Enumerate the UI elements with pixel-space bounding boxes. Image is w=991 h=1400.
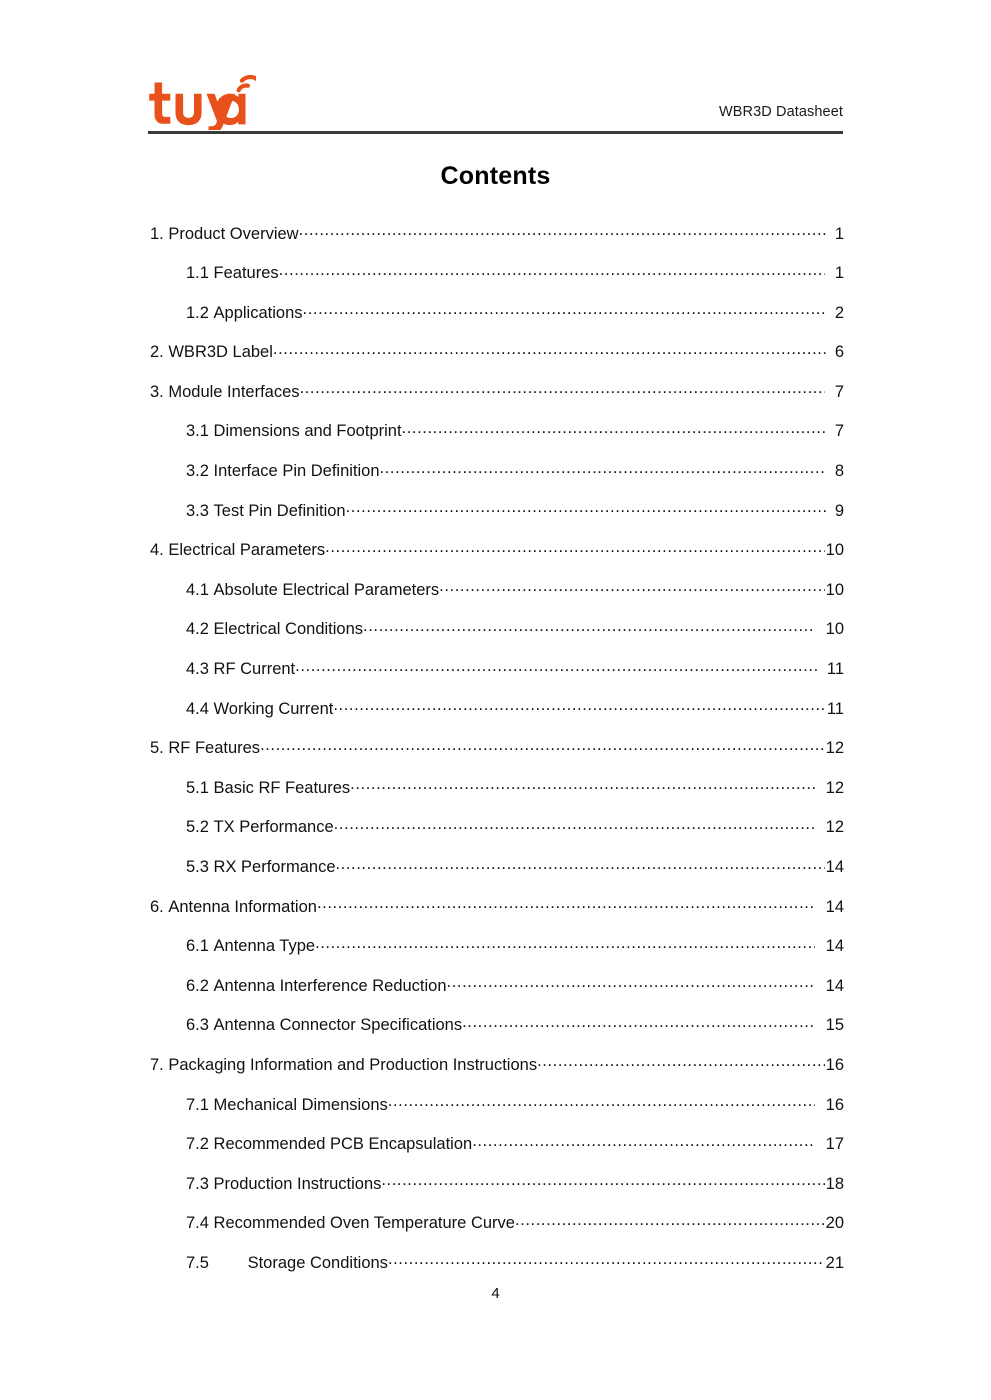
toc-entry-number: 1.1	[186, 264, 209, 283]
toc-dot-leader	[334, 816, 816, 833]
toc-entry-page-number: 16	[825, 1055, 844, 1074]
toc-entry-label: Production Instructions	[213, 1174, 382, 1193]
toc-entry-page-number: 14	[825, 858, 844, 876]
table-of-contents	[148, 222, 844, 1291]
toc-dot-leader	[299, 222, 826, 239]
toc-dot-leader	[537, 1053, 825, 1070]
toc-entry-number: 4.3	[186, 660, 209, 679]
toc-entry[interactable]	[148, 1172, 844, 1212]
toc-entry[interactable]	[148, 1014, 844, 1054]
toc-entry[interactable]	[148, 341, 844, 381]
toc-entry[interactable]	[148, 420, 844, 460]
toc-entry[interactable]	[148, 816, 844, 856]
toc-entry-label: Applications	[213, 303, 303, 322]
toc-entry-page-number: 12	[821, 818, 844, 837]
toc-entry-number: 4.4	[186, 699, 209, 718]
toc-entry-number: 5.1	[186, 778, 209, 797]
toc-entry-label: Antenna Interference Reduction	[213, 976, 447, 995]
toc-entry-page-number: 17	[821, 1135, 844, 1154]
toc-entry[interactable]	[148, 974, 844, 1014]
toc-entry[interactable]	[148, 301, 844, 341]
toc-dot-leader	[346, 499, 826, 516]
toc-entry-number: 3.2	[186, 462, 209, 481]
toc-entry-label: Electrical Conditions	[213, 620, 364, 639]
toc-entry-label: Module Interfaces	[168, 382, 300, 401]
toc-entry-label: Absolute Electrical Parameters	[213, 580, 440, 599]
toc-entry-page-number: 14	[821, 976, 844, 995]
toc-entry-number: 7.5	[186, 1253, 209, 1272]
toc-entry-number: 2.	[150, 343, 164, 362]
toc-entry-page-number: 12	[825, 739, 844, 758]
toc-entry[interactable]	[148, 658, 844, 698]
toc-dot-leader	[273, 341, 826, 358]
toc-entry-page-number: 11	[826, 699, 844, 718]
toc-entry-label: Packaging Information and Production Instructions	[168, 1055, 538, 1074]
toc-entry-page-number: 8	[830, 462, 844, 481]
toc-entry-page-number: 11	[822, 660, 844, 679]
toc-entry-page-number: 7	[830, 382, 844, 401]
toc-dot-leader	[388, 1251, 825, 1268]
toc-entry-page-number: 16	[821, 1095, 844, 1114]
page-title: Contents	[440, 162, 551, 190]
toc-dot-leader	[462, 1014, 815, 1031]
toc-entry-number: 7.3	[186, 1174, 209, 1193]
toc-entry-label: RF Features	[168, 739, 261, 758]
page-number: 4	[491, 1285, 500, 1302]
toc-entry-label: Test Pin Definition	[213, 501, 346, 520]
toc-entry-number: 4.	[150, 541, 164, 560]
toc-entry[interactable]	[148, 856, 844, 896]
toc-entry[interactable]	[148, 222, 844, 262]
toc-entry[interactable]	[148, 1133, 844, 1173]
toc-entry-page-number: 10	[825, 541, 844, 560]
toc-entry-label: Antenna Information	[168, 897, 317, 916]
toc-entry-label: Working Current	[213, 699, 334, 718]
toc-entry-number: 3.1	[186, 422, 209, 441]
toc-entry-number: 1.2	[186, 303, 209, 322]
toc-entry-number: 3.	[150, 382, 164, 401]
toc-entry-label: TX Performance	[213, 818, 334, 837]
toc-entry-number: 5.	[150, 739, 164, 758]
toc-entry-number: 4.2	[186, 620, 209, 639]
toc-entry-label: Recommended Oven Temperature Curve	[213, 1214, 515, 1233]
toc-dot-leader	[380, 460, 825, 477]
toc-entry-number: 6.2	[186, 976, 209, 995]
toc-entry-number: 7.2	[186, 1135, 209, 1154]
toc-entry-number: 7.4	[186, 1214, 209, 1233]
toc-entry-number: 5.2	[186, 818, 209, 837]
toc-entry-label: RF Current	[213, 660, 296, 679]
toc-entry-label: Product Overview	[168, 224, 299, 243]
toc-dot-leader	[325, 539, 824, 556]
toc-entry-page-number: 2	[830, 303, 844, 322]
toc-dot-leader	[295, 658, 817, 675]
toc-entry[interactable]	[148, 697, 844, 737]
tuya-logo	[148, 74, 256, 130]
toc-entry[interactable]	[148, 262, 844, 302]
toc-dot-leader	[363, 618, 815, 635]
toc-entry-label: Interface Pin Definition	[213, 462, 380, 481]
toc-dot-leader	[315, 935, 815, 952]
toc-entry-page-number: 7	[834, 422, 844, 441]
toc-entry-page-number: 18	[825, 1174, 844, 1193]
toc-dot-leader	[402, 420, 826, 437]
toc-entry-label: Storage Conditions	[247, 1253, 388, 1272]
toc-entry[interactable]	[148, 1093, 844, 1133]
toc-entry-number: 1.	[150, 224, 164, 243]
toc-entry-number: 6.	[150, 897, 164, 916]
header-divider	[148, 131, 843, 134]
toc-entry-page-number: 1	[834, 224, 844, 243]
toc-entry-page-number: 10	[825, 580, 844, 599]
toc-dot-leader	[472, 1133, 815, 1150]
toc-entry-number: 6.1	[186, 937, 209, 956]
toc-entry-number: 5.3	[186, 858, 209, 876]
toc-dot-leader	[333, 697, 826, 714]
toc-entry-number: 6.3	[186, 1016, 209, 1035]
toc-entry-page-number: 21	[825, 1253, 844, 1272]
toc-entry-number: 3.3	[186, 501, 209, 520]
toc-dot-leader	[279, 262, 825, 279]
header-document-title: WBR3D Datasheet	[719, 104, 843, 121]
toc-dot-leader	[381, 1172, 824, 1189]
toc-entry[interactable]	[148, 1053, 844, 1093]
toc-entry-label: Dimensions and Footprint	[213, 422, 402, 441]
toc-entry[interactable]	[148, 618, 844, 658]
toc-entry-label: Antenna Connector Specifications	[213, 1016, 463, 1035]
toc-entry-page-number: 9	[834, 501, 844, 520]
toc-entry-label: Features	[213, 264, 279, 283]
toc-dot-leader	[439, 578, 825, 595]
toc-entry[interactable]	[148, 935, 844, 975]
toc-entry[interactable]	[148, 539, 844, 579]
toc-dot-leader	[300, 380, 825, 397]
toc-dot-leader	[388, 1093, 816, 1110]
toc-entry-number: 7.	[150, 1055, 164, 1074]
toc-dot-leader	[317, 895, 816, 912]
toc-dot-leader	[447, 974, 816, 991]
toc-entry-page-number: 12	[821, 778, 844, 797]
toc-dot-leader	[336, 856, 825, 873]
toc-entry-number: 7.1	[186, 1095, 209, 1114]
toc-entry-page-number: 15	[821, 1016, 844, 1035]
toc-entry[interactable]	[148, 776, 844, 816]
toc-entry-label: Antenna Type	[213, 937, 316, 956]
toc-entry[interactable]	[148, 578, 844, 618]
toc-entry-label: RX Performance	[213, 858, 336, 876]
toc-entry-label: Mechanical Dimensions	[213, 1095, 388, 1114]
toc-entry-page-number: 14	[821, 937, 844, 956]
toc-entry-page-number: 1	[830, 264, 844, 283]
header-row	[148, 62, 843, 128]
toc-entry-page-number: 6	[834, 343, 844, 362]
toc-entry[interactable]	[148, 1212, 844, 1252]
toc-entry[interactable]	[148, 460, 844, 500]
toc-entry[interactable]	[148, 895, 844, 935]
toc-entry-number: 4.1	[186, 580, 209, 599]
toc-entry-label: WBR3D Label	[168, 343, 273, 362]
toc-dot-leader	[515, 1212, 825, 1229]
page-header	[148, 62, 843, 134]
toc-entry-page-number: 10	[821, 620, 844, 639]
toc-entry-label: Recommended PCB Encapsulation	[213, 1135, 473, 1154]
toc-entry[interactable]	[148, 737, 844, 777]
toc-entry-label: Basic RF Features	[213, 778, 351, 797]
toc-dot-leader	[350, 776, 815, 793]
toc-entry[interactable]	[148, 380, 844, 420]
toc-entry[interactable]	[148, 499, 844, 539]
toc-dot-leader	[260, 737, 825, 754]
toc-entry-page-number: 14	[821, 897, 844, 916]
toc-entry-label: Electrical Parameters	[168, 541, 326, 560]
toc-entry-page-number: 20	[825, 1214, 844, 1233]
toc-dot-leader	[303, 301, 825, 318]
